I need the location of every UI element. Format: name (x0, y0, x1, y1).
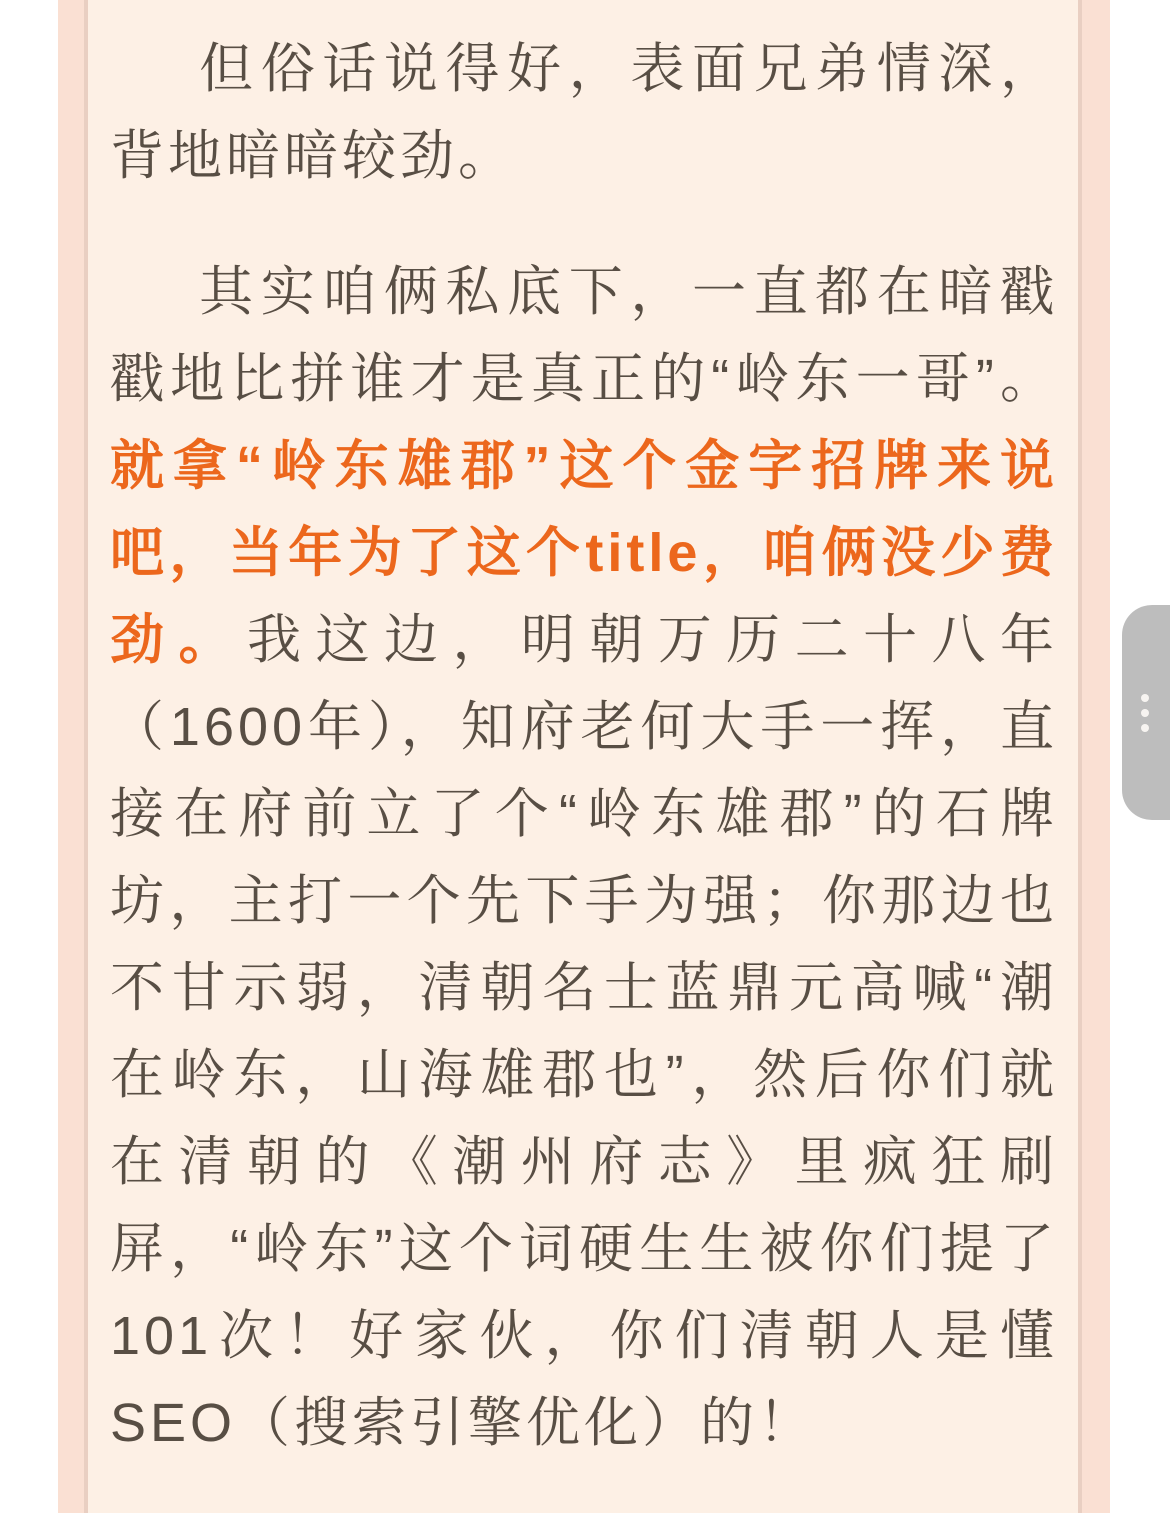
article-page (84, 0, 1082, 1513)
drag-handle-dots-icon (1141, 694, 1149, 732)
highlighted-text-segment: 就拿“岭东雄郡”这个金字招牌来说吧，当年为了这个title，咱俩没少费劲。 (110, 436, 1058, 670)
handle-dot (1141, 694, 1149, 702)
text-segment: 其实咱俩私底下，一直都在暗戳戳地比拼谁才是真正的“岭东一哥”。 (110, 262, 1058, 409)
scroll-handle[interactable] (1122, 605, 1170, 820)
paragraph (110, 26, 1058, 200)
handle-dot (1141, 724, 1149, 732)
text-segment: 但俗话说得好，表面兄弟情深，背地暗暗较劲。 (110, 39, 1058, 186)
handle-dot (1141, 709, 1149, 717)
article-body (110, 26, 1058, 1467)
text-segment: 我这边，明朝万历二十八年（1600年），知府老何大手一挥，直接在府前立了个“岭东雄郡”的石牌坊，主打一个先下手为强；你那边也不甘示弱，清朝名士蓝鼎元高喊“潮在岭东，山海雄郡也”，然后你们就在清朝的《潮州府志》里疯狂刷屏，“岭东”这个词硬生生被你们提了101次！好家伙，你们清朝人是懂SEO（搜索引擎优化）的！ (110, 610, 1059, 1453)
paragraph (110, 249, 1058, 1467)
